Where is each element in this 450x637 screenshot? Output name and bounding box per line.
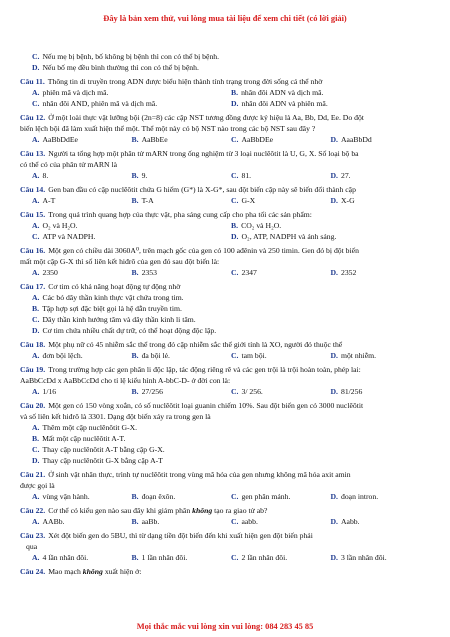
question-20-cont: và số liên kết hiđrô là 3301. Dạng đột biến xảy ra trong gen là — [20, 412, 211, 421]
question-15: Câu 15. Trong quá trình quang hợp của thực vật, pha sáng cung cấp cho pha tối các sản phẩm: — [20, 210, 312, 219]
question-21: Câu 21. Ở sinh vật nhân thực, trình tự nuclêôtit trong vùng mã hóa của gen nhưng không mã hóa axit amin — [20, 470, 351, 479]
question-17: Câu 17. Cơ tim có khả năng hoạt động tự động nhờ — [20, 282, 181, 291]
question-12-cont: biến lệch bội đã làm xuất hiện thể một. Thể một này có bộ NST nào trong các bộ NST sau đây ? — [20, 124, 316, 133]
options-14: A. A-T B. T-A C. G-X D. X-G — [32, 196, 355, 205]
options-16: A. 2350 B. 2353 C. 2347 D. 2352 — [32, 268, 357, 277]
option-20-b: B. Mất một cặp nuclêôtit A-T. — [32, 434, 126, 443]
option-20-d: D. Thay cặp nuclênôtit G-X bằng cặp A-T — [32, 456, 163, 465]
options-15-ab: A. O₂ và H₂O. B. CO₂ và H₂O. — [32, 221, 282, 230]
question-20: Câu 20. Một gen có 150 vòng xoắn, có số nuclêôtit loại guanin chiếm 10%. Sau đột biến gen có 3000 nuclêôtit — [20, 401, 364, 410]
option-17-a: A. Các bó dây thần kinh thực vật chứa trong tim. — [32, 293, 184, 302]
question-23: Câu 23. Xét đột biến gen do 5BU, thì từ dạng tiền đột biến đến khi xuất hiện gen đột biến phải — [20, 531, 313, 540]
preview-banner: Đây là bản xem thử, vui lòng mua tài liệu để xem chi tiết (có lời giải) — [103, 14, 347, 23]
question-16-cont: mất một cặp G-X thì số liên kết hiđrô của gen đó sau đột biến là: — [20, 257, 220, 266]
question-19: Câu 19. Trong trường hợp các gen phân li độc lập, tác động riêng rẽ và các gen trội là trội hoàn toàn, phép lai: — [20, 365, 361, 374]
question-22: Câu 22. Cơ thể có kiểu gen nào sau đây khi giảm phân không tạo ra giao tử ab? — [20, 506, 268, 515]
options-22: A. AABb. B. aaBb. C. aabb. D. Aabb. — [32, 517, 360, 526]
question-13-cont: có thể có của phân tử mARN là — [20, 160, 118, 169]
question-11: Câu 11. Thông tin di truyền trong ADN được biểu hiện thành tính trạng trong đời sống cá thể nhờ — [20, 77, 323, 86]
options-11-cd: C. nhân đôi AND, phiên mã và dịch mã. D. nhân đôi ADN và phiên mã. — [32, 99, 328, 108]
option-10-d: D. Nếu bố mẹ đều bình thường thì con có thể bị bệnh. — [32, 63, 199, 72]
options-21: A. vùng vận hành. B. đoạn êxôn. C. gen phân mảnh. D. đoạn intron. — [32, 492, 379, 501]
options-19: A. 1/16 B. 27/256 C. 3/ 256. D. 81/256 — [32, 387, 363, 396]
option-17-c: C. Dây thần kinh hướng tâm và dây thần kinh li tâm. — [32, 315, 196, 324]
option-17-b: B. Tập hợp sợi đặc biệt gọi là hệ dẫn truyền tim. — [32, 304, 182, 313]
options-23: A. 4 lần nhân đôi. B. 1 lần nhân đôi. C. 2 lần nhân đôi. D. 3 lần nhân đôi. — [32, 553, 387, 562]
question-12: Câu 12. Ở một loài thực vật lưỡng bội (2n=8) các cặp NST tương đồng được ký hiệu là Aa, Bb, Dd, Ee. Do đột — [20, 113, 364, 122]
options-18: A. đơn bội lệch. B. đa bội lẻ. C. tam bội. D. một nhiễm. — [32, 351, 377, 360]
question-18: Câu 18. Một phụ nữ có 45 nhiễm sắc thể trong đó cặp nhiễm sắc thể giới tính là XO, người đó thuộc thể — [20, 340, 343, 349]
options-11-ab: A. phiên mã và dịch mã. B. nhân đôi ADN và dịch mã. — [32, 88, 324, 97]
options-15-cd: C. ATP và NADPH. D. O₂, ATP, NADPH và ánh sáng. — [32, 232, 337, 241]
option-10-c: C. Nếu mẹ bị bệnh, bố không bị bệnh thì con có thể bị bệnh. — [32, 52, 220, 61]
option-20-a: A. Thêm một cặp nuclênôtit G-X. — [32, 423, 138, 432]
question-24: Câu 24. Mao mạch không xuất hiện ở: — [20, 567, 142, 576]
contact-footer: Mọi thắc mắc vui lòng xin vui lòng: 084 283 45 85 — [136, 622, 314, 631]
options-13: A. 8. B. 9. C. 81. D. 27. — [32, 171, 351, 180]
option-17-d: D. Cơ tim chứa nhiều chất dự trữ, có thể hoạt động độc lập. — [32, 326, 217, 335]
question-list — [20, 51, 430, 577]
question-16: Câu 16. Một gen có chiều dài 3060A⁰, trên mạch gốc của gen có 100 ađênin và 250 timin. Gen đó bị đột biến — [20, 246, 359, 255]
question-19-cont: AaBbCcDd x AaBbCcDd cho tỉ lệ kiểu hình A-bbC-D- ở đời con là: — [20, 376, 231, 385]
question-13: Câu 13. Người ta tổng hợp một phân tử mARN trong ống nghiệm từ 3 loại nuclêôtit là U, G, X. Số loại bộ ba — [20, 149, 359, 158]
options-12: A. AaBbDdEe B. AaBbEe C. AaBbDEe D. AaaBbDd — [32, 135, 372, 144]
question-21-cont: được gọi là — [20, 481, 55, 490]
option-20-c: C. Thay cặp nuclênôtit A-T bằng cặp G-X. — [32, 445, 165, 454]
question-14: Câu 14. Gen ban đầu có cặp nuclêôtit chứa G hiếm (G*) là X-G*, sau đột biến cặp này sẽ biến đổi thành cặp — [20, 185, 356, 194]
question-23-cont: qua — [26, 542, 38, 551]
